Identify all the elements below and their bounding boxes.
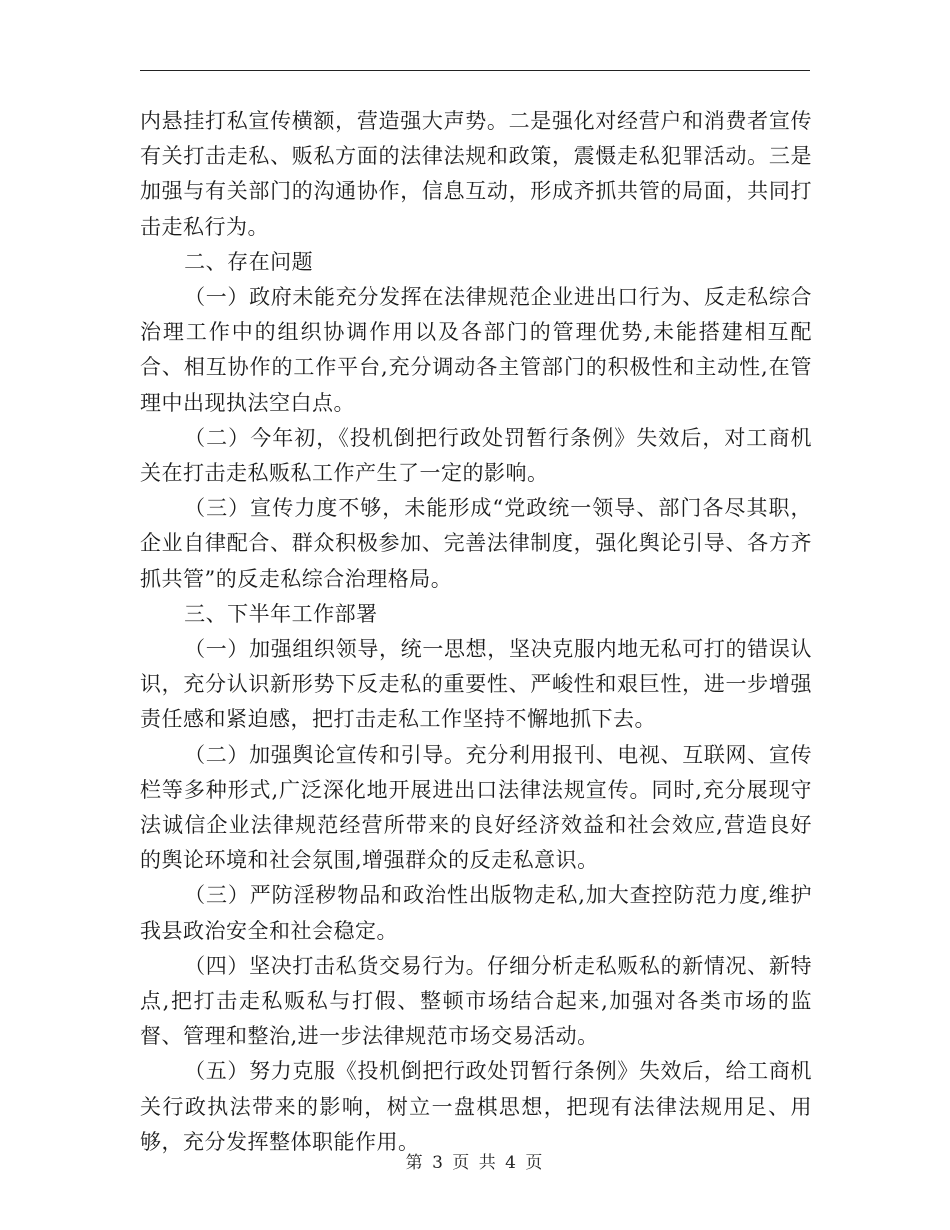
problem-item-3: （三）宣传力度不够，未能形成“党政统一领导、部门各尽其职，企业自律配合、群众积极参加、完善法律制度，强化舆论引导、各方齐抓共管”的反走私综合治理格局。 [140,496,812,591]
section-heading-plan: 三、下半年工作部署 [184,601,378,626]
plan-item-5: （五）努力克服《投机倒把行政处罚暂行条例》失效后，给工商机关行政执法带来的影响，树立一盘棋思想，把现有法律法规用足、用够，充分发挥整体职能作用。 [140,1059,812,1154]
problem-item-1: （一）政府未能充分发挥在法律规范企业进出口行为、反走私综合治理工作中的组织协调作用以及各部门的管理优势,未能搭建相互配合、相互协作的工作平台,充分调动各主管部门的积极性和主动性,在管理中出现执法空白点。 [140,285,812,415]
plan-item-4: （四）坚决打击私货交易行为。仔细分析走私贩私的新情况、新特点,把打击走私贩私与打假、整顿市场结合起来,加强对各类市场的监督、管理和整治,进一步法律规范市场交易活动。 [140,953,812,1049]
document-body [140,104,812,1160]
page-number-footer: 第 3 页 共 4 页 [405,1153,545,1173]
problem-item-2: （二）今年初，《投机倒把行政处罚暂行条例》失效后，对工商机关在打击走私贩私工作产生了一定的影响。 [140,425,812,486]
paragraph-continuation: 内悬挂打私宣传横额，营造强大声势。二是强化对经营户和消费者宣传有关打击走私、贩私方面的法律法规和政策，震慑走私犯罪活动。三是加强与有关部门的沟通协作，信息互动，形成齐抓共管的局面，共同打击走私行为。 [140,109,812,239]
header-rule [140,70,810,71]
plan-item-3: （三）严防淫秽物品和政治性出版物走私,加大查控防范力度,维护我县政治安全和社会稳定。 [140,883,812,943]
plan-item-1: （一）加强组织领导，统一思想，坚决克服内地无私可打的错误认识，充分认识新形势下反走私的重要性、严峻性和艰巨性，进一步增强责任感和紧迫感，把打击走私工作坚持不懈地抓下去。 [140,637,812,732]
section-heading-problems: 二、存在问题 [184,249,314,274]
plan-item-2: （二）加强舆论宣传和引导。充分利用报刊、电视、互联网、宣传栏等多种形式,广泛深化地开展进出口法律法规宣传。同时,充分展现守法诚信企业法律规范经营所带来的良好经济效益和社会效应,营造良好的舆论环境和社会氛围,增强群众的反走私意识。 [140,742,812,873]
